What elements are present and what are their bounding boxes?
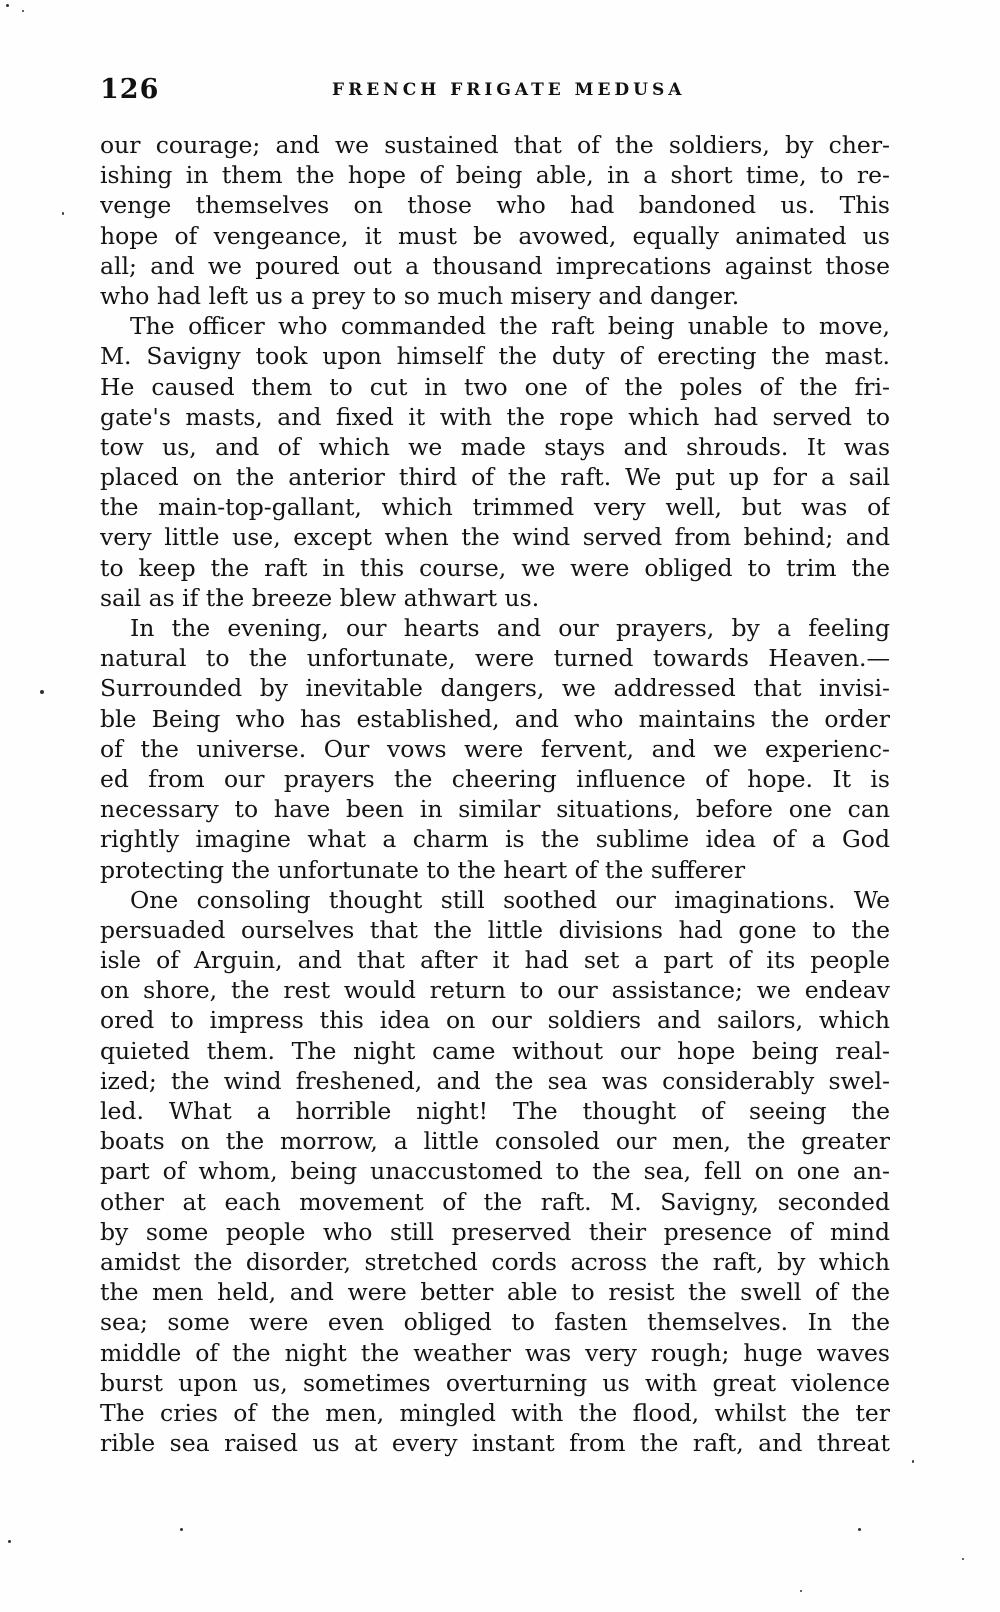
text-line: venge themselves on those who had bandoned us. This: [100, 191, 890, 220]
scan-speck: [62, 212, 64, 215]
text-line: quieted them. The night came without our hope being real-: [100, 1036, 890, 1065]
text-line: sail as if the breeze blew athwart us.: [100, 583, 540, 612]
text-line: M. Savigny took upon himself the duty of erecting the mast.: [100, 342, 890, 371]
text-line: protecting the unfortunate to the heart of the sufferer: [100, 855, 746, 884]
text-line: boats on the morrow, a little consoled our men, the greater: [100, 1127, 890, 1156]
page-header: [100, 74, 890, 110]
text-line: rible sea raised us at every instant from the raft, and threat: [100, 1429, 890, 1458]
text-line: middle of the night the weather was very rough; huge waves: [100, 1338, 890, 1367]
scan-speck: [22, 10, 24, 12]
text-line: led. What a horrible night! The thought of seeing the: [100, 1097, 890, 1125]
text-line: necessary to have been in similar situations, before one can: [100, 795, 890, 824]
scan-speck: [912, 1460, 914, 1463]
text-line: to keep the raft in this course, we were obliged to trim the: [100, 553, 890, 582]
text-line: the main-top-gallant, which trimmed very well, but was of: [100, 493, 890, 522]
scan-speck: [40, 690, 44, 694]
scan-speck: [180, 1528, 183, 1531]
scan-speck: [8, 1540, 11, 1543]
text-line: ored to impress this idea on our soldiers and sailors, which: [100, 1006, 890, 1035]
text-line: all; and we poured out a thousand imprecations against those: [100, 251, 890, 280]
text-line: natural to the unfortunate, were turned towards Heaven.—: [100, 644, 890, 673]
text-line: placed on the anterior third of the raft. We put up for a sail: [100, 463, 890, 492]
text-line: ed from our prayers the cheering influence of hope. It is: [100, 764, 890, 793]
text-line: burst upon us, sometimes overturning us with great violence: [100, 1368, 890, 1397]
text-line: isle of Arguin, and that after it had set a part of its people: [100, 946, 890, 975]
text-line: gate's masts, and fixed it with the rope which had served to: [100, 402, 890, 431]
text-line: the men held, and were better able to resist the swell of the: [100, 1278, 890, 1307]
text-line: The cries of the men, mingled with the flood, whilst the ter: [100, 1398, 890, 1427]
body-text: [100, 130, 890, 1458]
text-line: part of whom, being unaccustomed to the sea, fell on one an-: [100, 1157, 890, 1186]
text-line: ble Being who has established, and who maintains the order: [100, 704, 890, 733]
text-line: our courage; and we sustained that of the soldiers, by cher-: [100, 131, 890, 159]
text-line: of the universe. Our vows were fervent, and we experienc-: [100, 734, 890, 763]
text-line: Surrounded by inevitable dangers, we addressed that invisi-: [100, 674, 890, 703]
text-line: by some people who still preserved their presence of mind: [100, 1217, 890, 1246]
page-number: 126: [100, 74, 160, 105]
scan-speck: [962, 1558, 964, 1560]
text-line: rightly imagine what a charm is the sublime idea of a God: [100, 825, 890, 854]
text-line: other at each movement of the raft. M. Savigny, seconded: [100, 1187, 890, 1216]
text-line: persuaded ourselves that the little divisions had gone to the: [100, 915, 890, 944]
text-line: ized; the wind freshened, and the sea was considerably swel-: [100, 1066, 890, 1095]
text-line: sea; some were even obliged to fasten themselves. In the: [100, 1308, 890, 1337]
running-title: FRENCH FRIGATE MEDUSA: [332, 80, 686, 100]
text-line: on shore, the rest would return to our assistance; we endeav: [100, 976, 890, 1005]
scan-speck: [800, 1590, 802, 1592]
paragraph-start-line: The officer who commanded the raft being unable to move,: [130, 312, 890, 341]
paragraph-start-line: In the evening, our hearts and our prayers, by a feeling: [130, 614, 890, 642]
paragraph-start-line: One consoling thought still soothed our imaginations. We: [130, 885, 890, 914]
text-line: He caused them to cut in two one of the poles of the fri-: [100, 372, 890, 401]
text-line: tow us, and of which we made stays and shrouds. It was: [100, 432, 890, 461]
text-line: amidst the disorder, stretched cords across the raft, by which: [100, 1247, 890, 1276]
text-line: ishing in them the hope of being able, in a short time, to re-: [100, 161, 890, 190]
text-line: very little use, except when the wind served from behind; and: [100, 523, 890, 552]
scan-speck: [6, 4, 9, 7]
scan-speck: [858, 1528, 861, 1531]
text-line: hope of vengeance, it must be avowed, equally animated us: [100, 221, 890, 250]
text-line: who had left us a prey to so much misery and danger.: [100, 281, 740, 310]
